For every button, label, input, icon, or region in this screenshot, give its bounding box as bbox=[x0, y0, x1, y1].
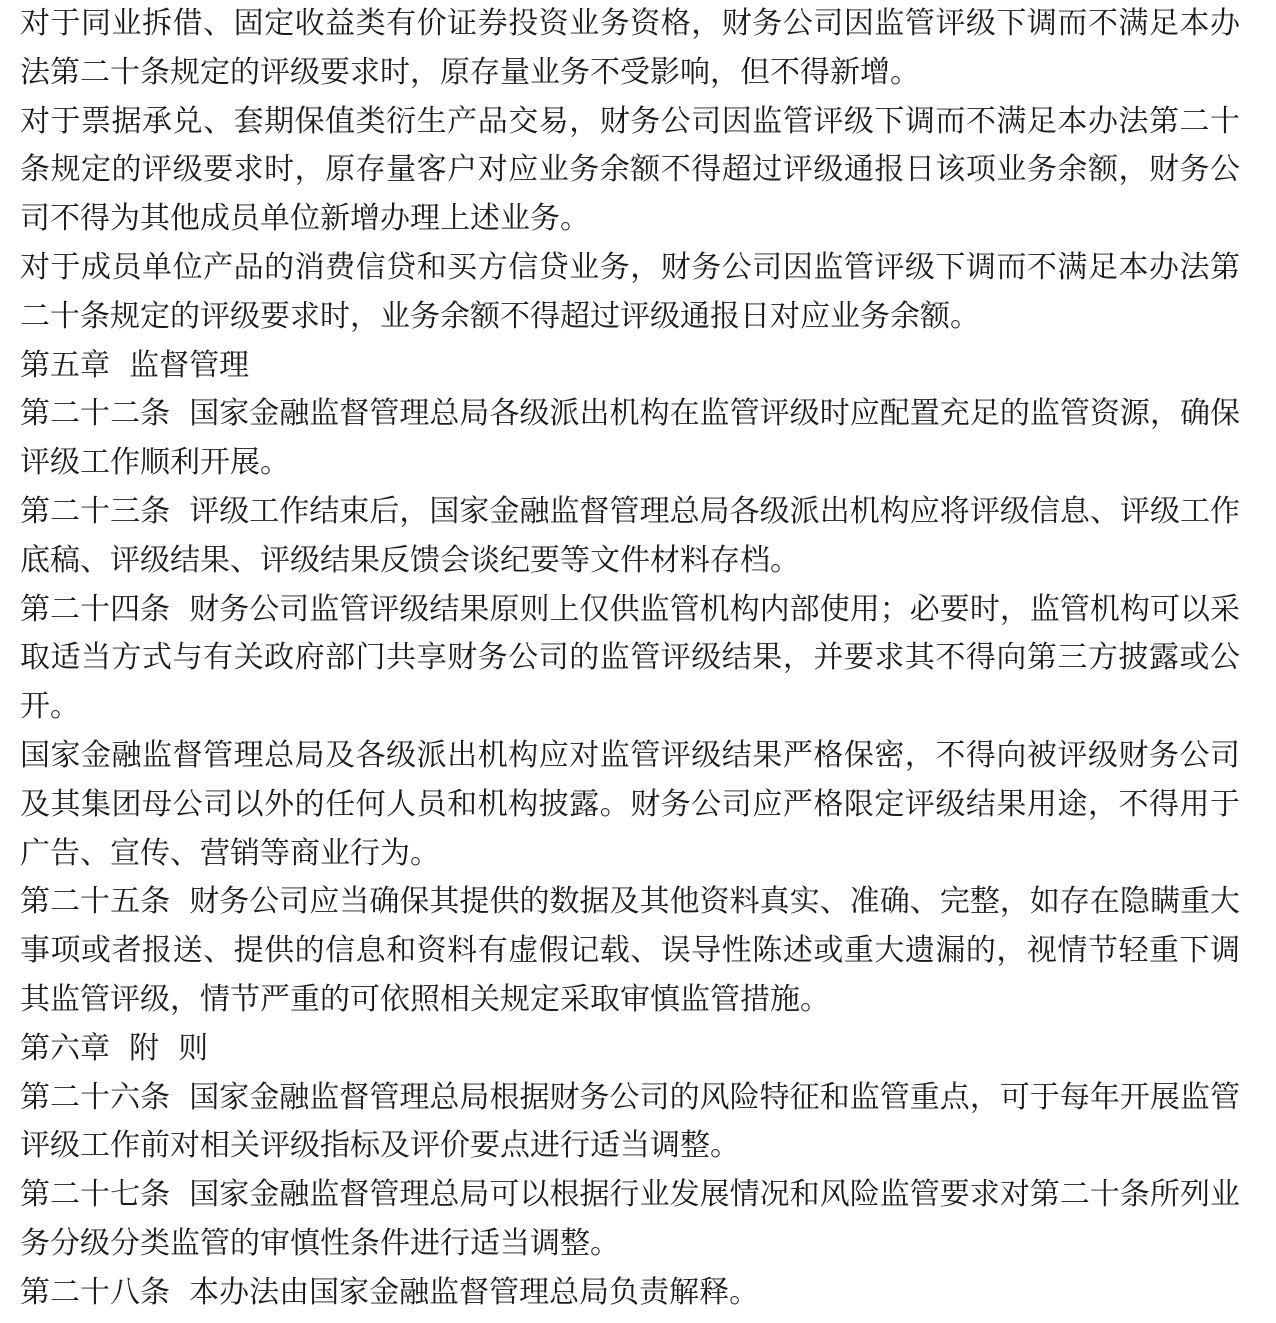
document-body bbox=[20, 0, 1240, 1318]
article-26: 第二十六条 国家金融监督管理总局根据财务公司的风险特征和监管重点，可于每年开展监管评级工作前对相关评级指标及评价要点进行适当调整。 bbox=[20, 1079, 1240, 1164]
paragraph-confidentiality: 国家金融监督管理总局及各级派出机构应对监管评级结果严格保密，不得向被评级财务公司及其集团母公司以外的任何人员和机构披露。财务公司应严格限定评级结果用途，不得用于广告、宣传、营销等商业行为。 bbox=[20, 737, 1240, 871]
article-27: 第二十七条 国家金融监督管理总局可以根据行业发展情况和风险监管要求对第二十条所列业务分级分类监管的审慎性条件进行适当调整。 bbox=[20, 1177, 1240, 1261]
article-24: 第二十四条 财务公司监管评级结果原则上仅供监管机构内部使用；必要时，监管机构可以采取适当方式与有关政府部门共享财务公司的监管评级结果，并要求其不得向第三方披露或公开。 bbox=[20, 591, 1240, 725]
chapter-6-heading: 第六章 附 则 bbox=[20, 1030, 209, 1066]
article-22: 第二十二条 国家金融监督管理总局各级派出机构在监管评级时应配置充足的监管资源，确保评级工作顺利开展。 bbox=[20, 396, 1240, 481]
article-28: 第二十八条 本办法由国家金融监督管理总局负责解释。 bbox=[20, 1274, 760, 1310]
chapter-5-heading: 第五章 监督管理 bbox=[20, 347, 250, 383]
paragraph-consumer-credit: 对于成员单位产品的消费信贷和买方信贷业务，财务公司因监管评级下调而不满足本办法第二十条规定的评级要求时，业务余额不得超过评级通报日对应业务余额。 bbox=[20, 249, 1240, 334]
paragraph-interbank-lending: 对于同业拆借、固定收益类有价证券投资业务资格，财务公司因监管评级下调而不满足本办法第二十条规定的评级要求时，原存量业务不受影响，但不得新增。 bbox=[20, 6, 1240, 90]
article-23: 第二十三条 评级工作结束后，国家金融监督管理总局各级派出机构应将评级信息、评级工作底稿、评级结果、评级结果反馈会谈纪要等文件材料存档。 bbox=[20, 493, 1240, 578]
paragraph-bill-acceptance: 对于票据承兑、套期保值类衍生产品交易，财务公司因监管评级下调而不满足本办法第二十条规定的评级要求时，原存量客户对应业务余额不得超过评级通报日该项业务余额，财务公司不得为其他成员单位新增办理上述业务。 bbox=[20, 103, 1240, 237]
article-25: 第二十五条 财务公司应当确保其提供的数据及其他资料真实、准确、完整，如存在隐瞒重大事项或者报送、提供的信息和资料有虚假记载、误导性陈述或重大遗漏的，视情节轻重下调其监管评级，情节严重的可依照相关规定采取审慎监管措施。 bbox=[20, 884, 1240, 1017]
